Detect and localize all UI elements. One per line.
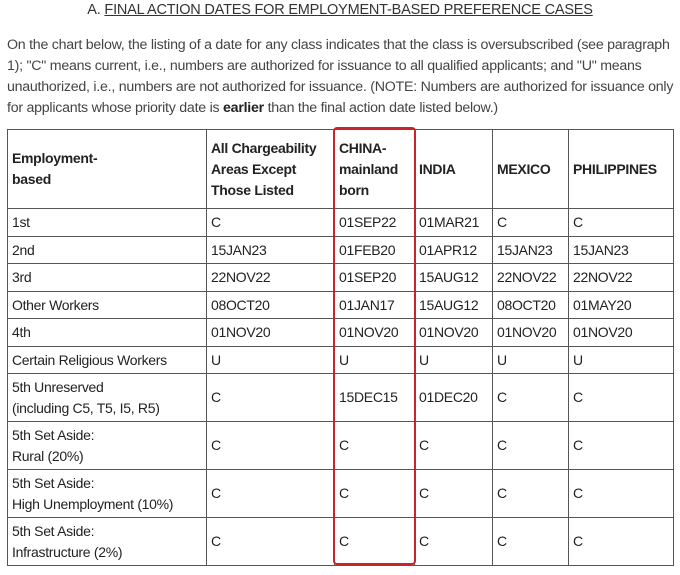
all-chargeability-date-cell: C xyxy=(207,518,335,566)
header-philippines xyxy=(569,130,674,209)
category-cell xyxy=(8,319,207,347)
china-date-cell: C xyxy=(335,422,415,470)
header-label-line: mainland xyxy=(339,160,399,177)
table-header-row xyxy=(8,130,674,209)
header-label-line: based xyxy=(12,171,51,187)
category-label-line: Rural (20%) xyxy=(12,447,84,464)
philippines-date-cell: C xyxy=(569,422,674,470)
category-cell xyxy=(8,236,207,264)
category-label-line: 5th Set Aside: xyxy=(12,426,95,443)
mexico-date-cell: C xyxy=(493,422,569,470)
table-row xyxy=(8,346,674,374)
mexico-date-cell: 15JAN23 xyxy=(493,236,569,264)
table-row xyxy=(8,291,674,319)
india-date-cell: 01DEC20 xyxy=(415,374,493,422)
china-date-cell: 01NOV20 xyxy=(335,319,415,347)
philippines-date-cell: U xyxy=(569,346,674,374)
india-date-cell: C xyxy=(415,470,493,518)
mexico-date-cell: 08OCT20 xyxy=(493,291,569,319)
table-row xyxy=(8,518,674,566)
mexico-date-cell: C xyxy=(493,209,569,237)
all-chargeability-date-cell: C xyxy=(207,209,335,237)
header-all-chargeability xyxy=(207,130,335,209)
intro-text-part2: than the final action date listed below.) xyxy=(263,100,498,116)
india-date-cell: 01MAR21 xyxy=(415,209,493,237)
category-cell xyxy=(8,470,207,518)
category-label-line: 2nd xyxy=(12,241,35,258)
category-label-line: Other Workers xyxy=(12,296,99,313)
category-cell xyxy=(8,374,207,422)
china-date-cell: C xyxy=(335,470,415,518)
header-label-line: born xyxy=(339,181,369,198)
mexico-date-cell: C xyxy=(493,518,569,566)
header-label-line: Areas Except xyxy=(211,160,297,177)
all-chargeability-date-cell: 01NOV20 xyxy=(207,319,335,347)
philippines-date-cell: 01NOV20 xyxy=(569,319,674,347)
table-row xyxy=(8,374,674,422)
table-row xyxy=(8,209,674,237)
header-label-line: Employment- xyxy=(12,150,98,166)
category-cell xyxy=(8,209,207,237)
philippines-date-cell: 01MAY20 xyxy=(569,291,674,319)
final-action-dates-table xyxy=(7,129,674,566)
china-date-cell: 01SEP20 xyxy=(335,264,415,292)
table-body xyxy=(8,209,674,566)
mexico-date-cell: 22NOV22 xyxy=(493,264,569,292)
header-india xyxy=(415,130,493,209)
category-label-line: 5th Unreserved xyxy=(12,378,104,395)
category-label-line: Certain Religious Workers xyxy=(12,351,167,368)
header-label-line: All Chargeability xyxy=(211,139,317,156)
table-row xyxy=(8,470,674,518)
category-cell xyxy=(8,291,207,319)
mexico-date-cell: C xyxy=(493,470,569,518)
india-date-cell: 15AUG12 xyxy=(415,291,493,319)
category-label-line: (including C5, T5, I5, R5) xyxy=(12,399,160,416)
category-cell xyxy=(8,264,207,292)
china-date-cell: U xyxy=(335,346,415,374)
category-label-line: 1st xyxy=(12,214,30,231)
china-date-cell: C xyxy=(335,518,415,566)
table-row xyxy=(8,264,674,292)
china-date-cell: 01JAN17 xyxy=(335,291,415,319)
intro-paragraph xyxy=(7,35,675,119)
india-date-cell: 01NOV20 xyxy=(415,319,493,347)
india-date-cell: C xyxy=(415,422,493,470)
header-label-line: INDIA xyxy=(419,160,456,177)
intro-text-bold: earlier xyxy=(223,100,264,116)
philippines-date-cell: C xyxy=(569,209,674,237)
philippines-date-cell: 22NOV22 xyxy=(569,264,674,292)
table-row xyxy=(8,422,674,470)
header-employment-based xyxy=(8,130,207,209)
india-date-cell: 01APR12 xyxy=(415,236,493,264)
all-chargeability-date-cell: 15JAN23 xyxy=(207,236,335,264)
category-cell xyxy=(8,346,207,374)
section-title: FINAL ACTION DATES FOR EMPLOYMENT-BASED PREFERENCE CASES xyxy=(104,2,593,18)
section-heading xyxy=(0,0,680,20)
header-label-line: Those Listed xyxy=(211,181,294,198)
category-label-line: 3rd xyxy=(12,269,32,286)
china-date-cell: 15DEC15 xyxy=(335,374,415,422)
table-row xyxy=(8,236,674,264)
philippines-date-cell: C xyxy=(569,374,674,422)
header-label-line: CHINA- xyxy=(339,139,387,156)
mexico-date-cell: 01NOV20 xyxy=(493,319,569,347)
table-row xyxy=(8,319,674,347)
header-label-line: PHILIPPINES xyxy=(573,160,657,177)
category-label-line: 5th Set Aside: xyxy=(12,474,95,491)
header-label-line: MEXICO xyxy=(497,160,551,177)
mexico-date-cell: U xyxy=(493,346,569,374)
all-chargeability-date-cell: 08OCT20 xyxy=(207,291,335,319)
mexico-date-cell: C xyxy=(493,374,569,422)
india-date-cell: 15AUG12 xyxy=(415,264,493,292)
all-chargeability-date-cell: 22NOV22 xyxy=(207,264,335,292)
philippines-date-cell: C xyxy=(569,470,674,518)
india-date-cell: U xyxy=(415,346,493,374)
category-cell xyxy=(8,518,207,566)
india-date-cell: C xyxy=(415,518,493,566)
header-china xyxy=(335,130,415,209)
philippines-date-cell: 15JAN23 xyxy=(569,236,674,264)
china-date-cell: 01SEP22 xyxy=(335,209,415,237)
category-label-line: High Unemployment (10%) xyxy=(12,495,174,512)
all-chargeability-date-cell: C xyxy=(207,422,335,470)
all-chargeability-date-cell: U xyxy=(207,346,335,374)
category-label-line: 5th Set Aside: xyxy=(12,522,95,539)
all-chargeability-date-cell: C xyxy=(207,470,335,518)
category-label-line: Infrastructure (2%) xyxy=(12,543,123,560)
all-chargeability-date-cell: C xyxy=(207,374,335,422)
china-date-cell: 01FEB20 xyxy=(335,236,415,264)
category-label-line: 4th xyxy=(12,324,31,341)
header-mexico xyxy=(493,130,569,209)
philippines-date-cell: C xyxy=(569,518,674,566)
section-letter: A. xyxy=(87,2,101,18)
intro-text-part1: On the chart below, the listing of a date for any class indicates that the class is oversubscribed (see paragraph 1); "C" means current, i.e., numbers are authorized for issuance to all qualified applicants; and "U" means unauthorized, i.e., numbers are not authorized for issuance. (NOTE: Numbers are authorized for issuance only for applicants whose priority date is xyxy=(7,37,674,116)
category-cell xyxy=(8,422,207,470)
